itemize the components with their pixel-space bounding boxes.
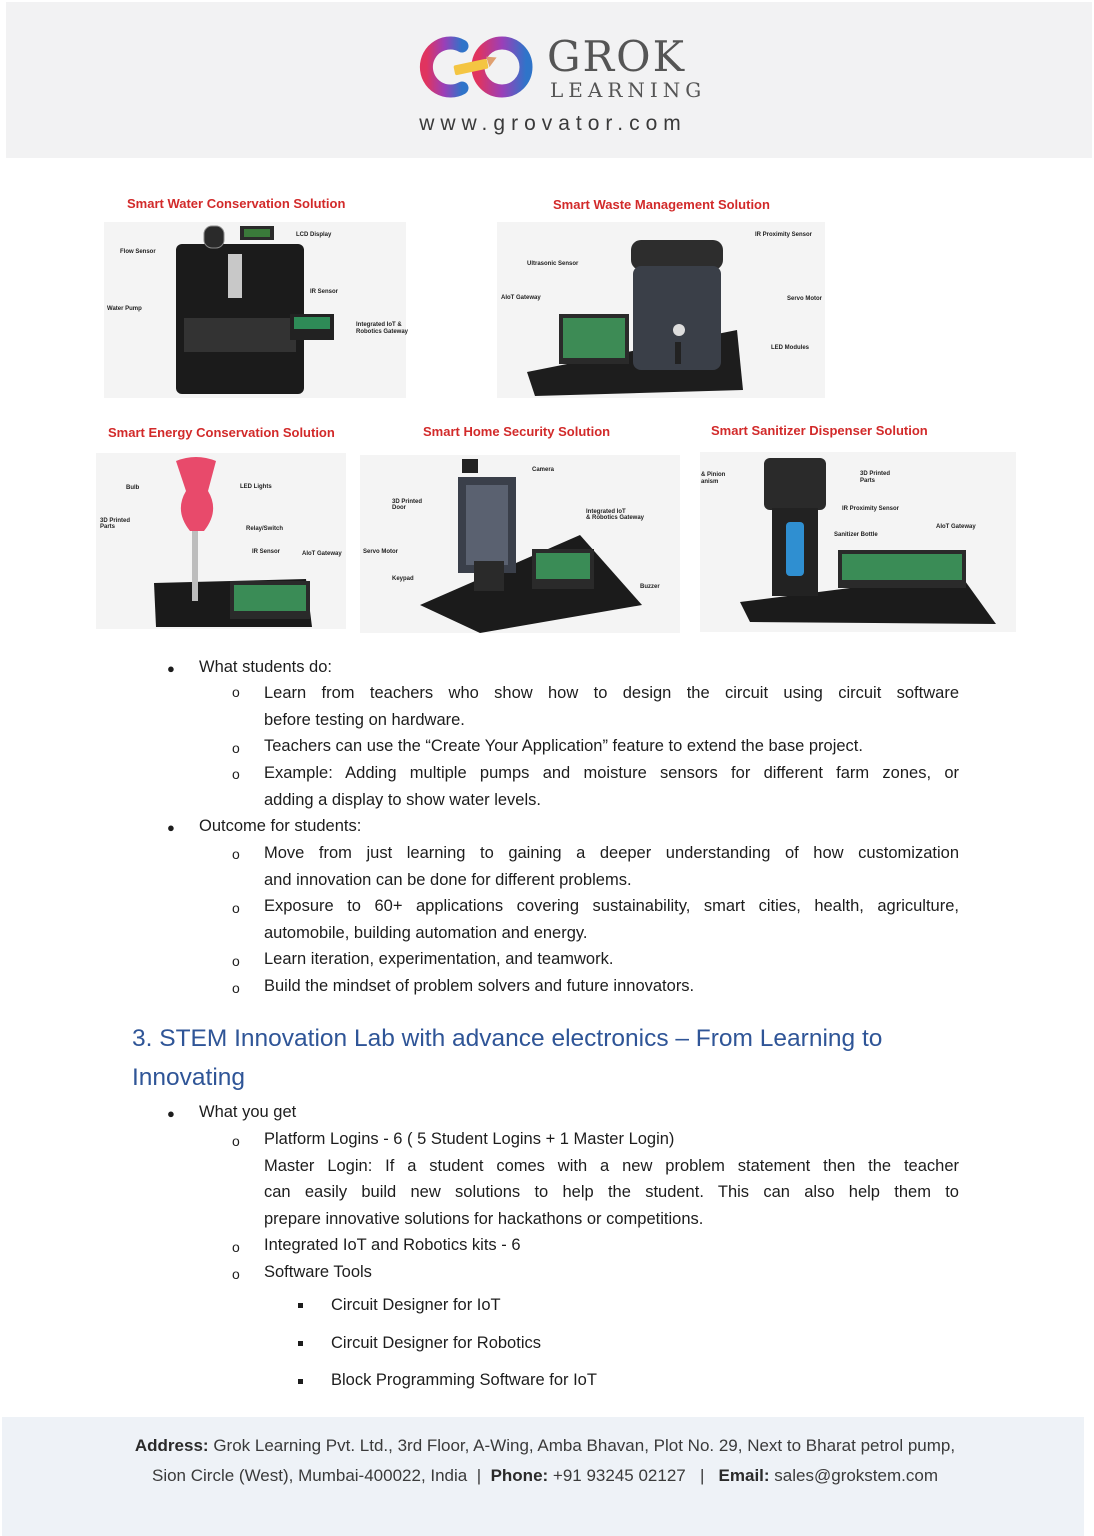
label-gateway-1: Integrated IoT &	[356, 322, 402, 328]
bullet-o: o	[232, 740, 240, 756]
outcome-for-students: Outcome for students:	[199, 817, 362, 835]
email-link[interactable]: sales@grokstem.com	[774, 1466, 938, 1485]
list-item: Learn iteration, experimentation, and teamwork.	[264, 950, 614, 968]
footer-address-line1	[2, 1436, 1088, 1456]
master-login-text: can easily build new solutions to help the student. This can also help them to	[264, 1183, 959, 1201]
label-pinion-2: anism	[701, 479, 719, 485]
label-sanitizer-bottle: Sanitizer Bottle	[834, 532, 878, 538]
bullet-square	[298, 1379, 303, 1384]
bullet-o: o	[232, 1266, 240, 1282]
bullet-dot: ●	[167, 1106, 175, 1121]
phone-number[interactable]: +91 93245 02127	[552, 1466, 686, 1485]
label-led-lights: LED Lights	[240, 484, 272, 490]
list-item: Software Tools	[264, 1263, 372, 1281]
list-item-cont: automobile, building automation and energy.	[264, 924, 588, 942]
label-water-pump: Water Pump	[107, 306, 142, 312]
list-item: Example: Adding multiple pumps and moisture sensors for different farm zones, or	[264, 764, 959, 782]
label-pinion-1: & Pinion	[701, 472, 726, 478]
label-lcd-display: LCD Display	[296, 232, 332, 238]
bullet-square	[298, 1341, 303, 1346]
list-item: Exposure to 60+ applications covering sustainability, smart cities, health, agriculture,	[264, 897, 959, 915]
product-title-security: Smart Home Security Solution	[423, 424, 611, 439]
label-servo-motor-2: Servo Motor	[363, 549, 399, 555]
label-servo-motor: Servo Motor	[787, 296, 823, 302]
label-3d-printed: 3D Printed	[100, 518, 131, 524]
what-you-get: What you get	[199, 1103, 297, 1121]
label-camera: Camera	[532, 467, 555, 473]
address-label: Address:	[134, 1436, 209, 1455]
section-heading: 3. STEM Innovation Lab with advance electronics – From Learning to Innovating	[132, 1025, 883, 1091]
bullet-o: o	[232, 1239, 240, 1255]
water-solution-image	[104, 222, 409, 398]
address-text-2: Sion Circle (West), Mumbai-400022, India	[151, 1466, 468, 1485]
phone-label: Phone:	[490, 1466, 549, 1485]
bullet-o: o	[232, 684, 240, 700]
label-buzzer: Buzzer	[640, 584, 660, 590]
label-ir-sensor-2: IR Sensor	[252, 549, 281, 555]
label-ir-proximity-2: IR Proximity Sensor	[842, 506, 900, 512]
bullet-o: o	[232, 953, 240, 969]
waste-solution-image	[497, 222, 825, 398]
footer-address-line2	[2, 1466, 1088, 1486]
label-ir-sensor: IR Sensor	[310, 289, 339, 295]
label-3d-printed-door-2: Door	[392, 505, 406, 511]
energy-solution-image	[96, 453, 346, 629]
list-item-cont: adding a display to show water levels.	[264, 791, 541, 809]
label-ultrasonic-sensor: Ultrasonic Sensor	[527, 261, 579, 267]
product-title-water: Smart Water Conservation Solution	[127, 196, 346, 211]
security-solution-image	[360, 455, 680, 633]
list-item: Teachers can use the “Create Your Application” feature to extend the base project.	[264, 737, 863, 755]
email-label: Email:	[718, 1466, 770, 1485]
list-item-cont: before testing on hardware.	[264, 711, 465, 729]
bullet-o: o	[232, 846, 240, 862]
grok-logo-icon	[410, 32, 544, 102]
label-gateway-sec-2: & Robotics Gateway	[586, 515, 645, 521]
page-header	[6, 2, 1092, 158]
separator: |	[476, 1466, 482, 1485]
bullet-o: o	[232, 1133, 240, 1149]
product-title-sanitizer: Smart Sanitizer Dispenser Solution	[711, 423, 928, 438]
what-students-do: What students do:	[199, 658, 332, 676]
bullet-o: o	[232, 900, 240, 916]
master-login-text: Master Login: If a student comes with a new problem statement then the teacher	[264, 1157, 959, 1175]
label-aiot-gateway: AIoT Gateway	[501, 295, 541, 301]
list-item: Platform Logins - 6 ( 5 Student Logins + 1 Master Login)	[264, 1130, 675, 1148]
label-led-modules: LED Modules	[771, 345, 810, 351]
list-item: Learn from teachers who show how to design the circuit using circuit software	[264, 684, 959, 702]
label-aiot-gateway-2: AIoT Gateway	[302, 551, 342, 557]
sanitizer-solution-image	[700, 452, 1016, 632]
product-title-energy: Smart Energy Conservation Solution	[108, 425, 335, 440]
label-relay-switch: Relay/Switch	[246, 526, 284, 532]
label-3d-printed-parts-1: 3D Printed	[860, 471, 891, 477]
website-url[interactable]: www.grovator.com	[419, 112, 687, 135]
label-gateway-2: Robotics Gateway	[356, 329, 409, 335]
list-item: Move from just learning to gaining a deeper understanding of how customization	[264, 844, 959, 862]
label-parts: Parts	[100, 524, 116, 530]
brand-subname: LEARNING	[550, 78, 707, 102]
label-aiot-gateway-3: AIoT Gateway	[936, 524, 976, 530]
brand-name: GROK	[547, 32, 686, 81]
separator: |	[699, 1466, 705, 1485]
list-item: Build the mindset of problem solvers and future innovators.	[264, 977, 695, 995]
bullet-dot: ●	[167, 661, 175, 676]
page-footer	[2, 1417, 1084, 1536]
product-title-waste: Smart Waste Management Solution	[553, 197, 770, 212]
master-login-text: prepare innovative solutions for hackathons or competitions.	[264, 1210, 704, 1228]
list-item: Integrated IoT and Robotics kits - 6	[264, 1236, 521, 1254]
bullet-o: o	[232, 766, 240, 782]
label-3d-printed-parts-2: Parts	[860, 478, 876, 484]
tool-item: Block Programming Software for IoT	[331, 1371, 597, 1389]
label-keypad: Keypad	[392, 576, 414, 582]
address-text: Grok Learning Pvt. Ltd., 3rd Floor, A-Wing, Amba Bhavan, Plot No. 29, Next to Bharat petrol pump,	[213, 1436, 956, 1455]
tool-item: Circuit Designer for IoT	[331, 1296, 501, 1314]
label-flow-sensor: Flow Sensor	[120, 249, 156, 255]
bullet-square	[298, 1303, 303, 1308]
label-bulb: Bulb	[126, 485, 140, 491]
label-3d-printed-door-1: 3D Printed	[392, 499, 423, 505]
tool-item: Circuit Designer for Robotics	[331, 1334, 541, 1352]
label-ir-proximity-sensor: IR Proximity Sensor	[755, 232, 813, 238]
bullet-o: o	[232, 980, 240, 996]
list-item-cont: and innovation can be done for different problems.	[264, 871, 632, 889]
bullet-dot: ●	[167, 820, 175, 835]
label-gateway-sec-1: Integrated IoT	[586, 509, 626, 515]
